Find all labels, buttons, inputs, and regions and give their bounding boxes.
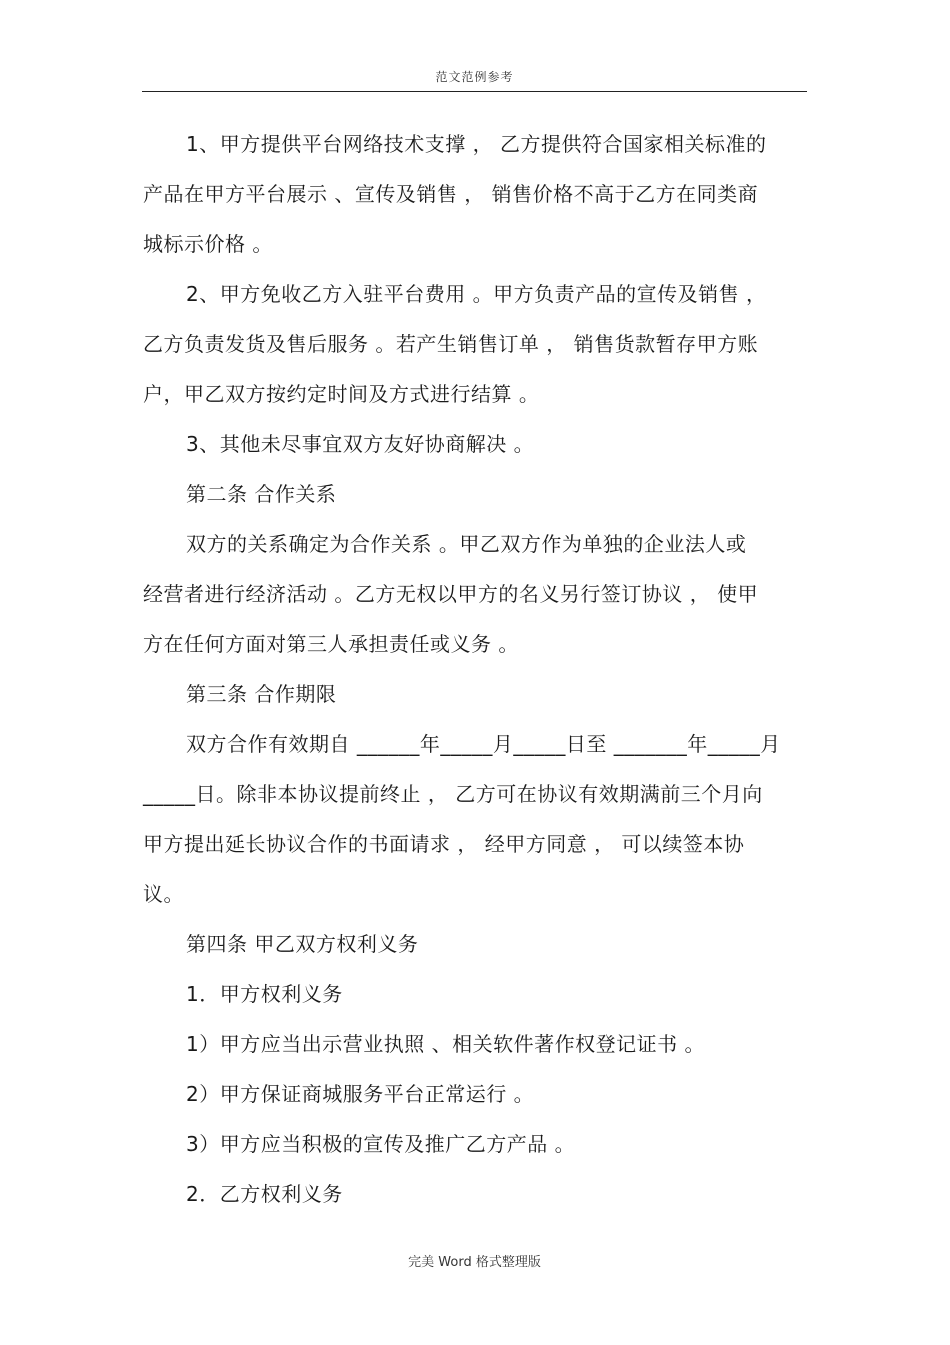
party-a-item-1: 1）甲方应当出示营业执照 、相关软件著作权登记证书 。 (186, 1032, 705, 1056)
article-4-heading: 第四条 甲乙双方权利义务 (186, 932, 419, 956)
article-2-line-2: 经营者进行经济活动 。乙方无权以甲方的名义另行签订协议 ， 使甲 (143, 582, 759, 606)
clause-2-line-2: 乙方负责发货及售后服务 。若产生销售订单 ， 销售货款暂存甲方账 (143, 332, 759, 356)
clause-2-line-3: 户，甲乙双方按约定时间及方式进行结算 。 (143, 382, 540, 406)
header-divider (142, 91, 807, 92)
article-3-heading: 第三条 合作期限 (186, 682, 337, 706)
clause-3-line-1: 3、其他未尽事宜双方友好协商解决 。 (186, 432, 535, 456)
party-a-item-3: 3）甲方应当积极的宣传及推广乙方产品 。 (186, 1132, 576, 1156)
clause-1-line-3: 城标示价格 。 (143, 232, 273, 256)
party-a-item-2: 2）甲方保证商城服务平台正常运行 。 (186, 1082, 535, 1106)
article-2-heading: 第二条 合作关系 (186, 482, 337, 506)
clause-1-line-2: 产品在甲方平台展示 、宣传及销售 ， 销售价格不高于乙方在同类商 (143, 182, 759, 206)
article-3-line-2: _____日。除非本协议提前终止 ， 乙方可在协议有效期满前三个月向 (143, 782, 763, 806)
clause-2-line-1: 2、甲方免收乙方入驻平台费用 。甲方负责产品的宣传及销售 ， (186, 282, 767, 306)
page-footer: 完美 Word 格式整理版 (408, 1255, 541, 1270)
party-a-rights-heading: 1．甲方权利义务 (186, 982, 343, 1006)
article-2-line-1: 双方的关系确定为合作关系 。甲乙双方作为单独的企业法人或 (186, 532, 747, 556)
party-b-rights-heading: 2．乙方权利义务 (186, 1182, 343, 1206)
article-2-line-3: 方在任何方面对第三人承担责任或义务 。 (143, 632, 519, 656)
article-3-line-1: 双方合作有效期自 ______年_____月_____日至 _______年_____月 (186, 732, 781, 756)
clause-1-line-1: 1、甲方提供平台网络技术支撑 ， 乙方提供符合国家相关标准的 (186, 132, 767, 156)
article-3-line-4: 议。 (143, 882, 184, 906)
page-header: 范文范例参考 (435, 70, 514, 84)
article-3-line-3: 甲方提出延长协议合作的书面请求 ， 经甲方同意 ， 可以续签本协 (143, 832, 745, 856)
